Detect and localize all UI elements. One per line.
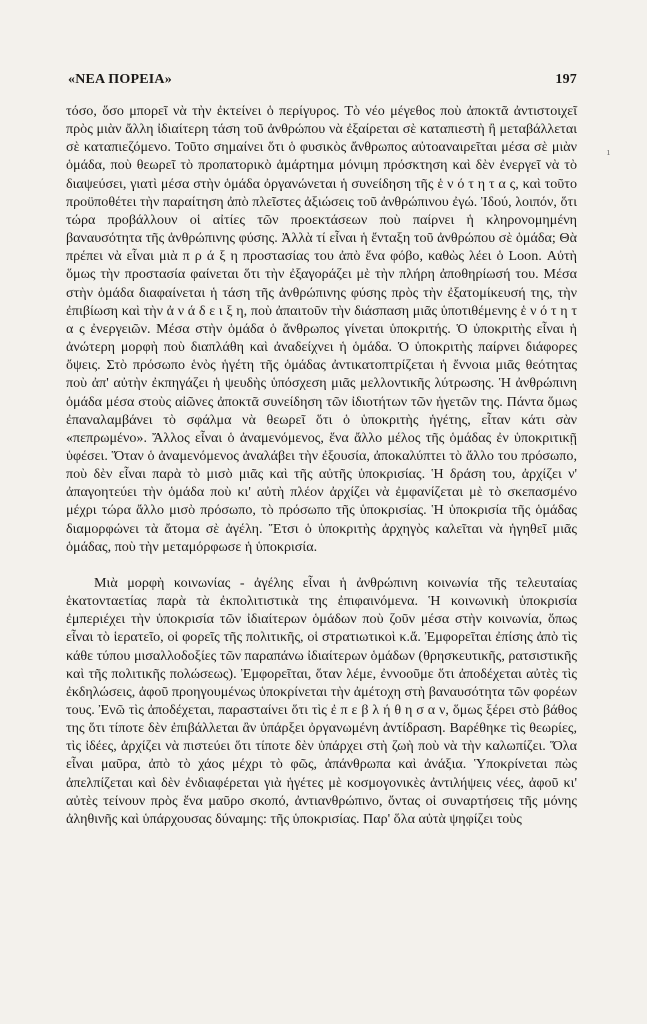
paragraph-2: Μιὰ μορφὴ κοινωνίας - ἀγέλης εἶναι ἡ ἀνθρώπινη κοινωνία τῆς τελευταίας ἑκατονταετίας παρὰ τὰ ἐκπολιτιστικὰ της ἐπιφαινόμενα. Ἡ κοινωνικὴ ὑποκρισία ἐμπεριέχει τὴν ὑποκρισία τῶν ἰδιαίτερων ὁμάδων ποὺ ζοῦν μέσα στὴν κοινωνία, ὅπως εἶναι τὸ ἱερατεῖο, οἱ φορεῖς τῆς πολιτικῆς, οἱ στρατιωτικοὶ κ.ἄ. Ἐμφορεῖται ἐπίσης ἀπὸ τὶς κάθε τύπου μισαλλοδοξίες τῶν παραπάνω ἰδιαίτερων ὁμάδων (θρησκευτικῆς, ρατσιστικῆς καὶ τῆς πολιτικῆς πολώσεως). Ἐμφορεῖται, ὅταν λέμε, ἐννοοῦμε ὅτι ἀποδέχεται αὐτὲς τὶς ἐκδηλώσεις, ἀφοῦ προηγουμένως ὑποκρίνεται τὴν ἀμέτοχη στὴ βαναυσότητα τῶν φορέων τους. Ἐνῶ τὶς ἀποδέχεται, παρασταίνει ὅτι τὶς ἐ π ε β λ ή θ η σ α ν, ὅμως ξέρει στὸ βάθος της ὅτι τίποτε δὲν ἐπιβάλλεται ἂν ὑπάρξει ὀργανωμένη ἀντίδραση. Βαρέθηκε τὶς θεωρίες, τὶς ἰδέες, ἀρχίζει νὰ πιστεύει ὅτι τίποτε δὲν ὑπάρχει στὴ ζωὴ ποὺ νὰ τὴν καλωπίζει. Ὅλα εἶναι μαῦρα, ἀπὸ τὸ χάος μέχρι τὸ φῶς, ἀπάνθρωπα καὶ ἀνάξια. Ὑποκρίνεται πὼς ἀπελπίζεται καὶ δὲν ἐνδιαφέρεται γιὰ ἡγέτες μὲ κοσμογονικὲς ἀντιλήψεις νέες, ἀφοῦ κι' αὐτὲς τείνουν πρὸς ἕνα μαῦρο σκοπό, ἀντιανθρώπινο, ὄντας οἱ συναρτήσεις τῆς μόνης ἀληθινῆς καὶ ὑπάρχουσας δύναμης: τῆς ὑποκρισίας. Παρ' ὅλα αὐτὰ ψηφίζει τοὺς <box>66 574 577 827</box>
journal-title: «ΝΕΑ ΠΟΡΕΙΑ» <box>68 72 172 87</box>
body-text <box>66 102 577 828</box>
running-head <box>66 72 577 88</box>
page-number: 197 <box>555 72 577 87</box>
stray-mark: ı <box>607 148 610 158</box>
paragraph-1: τόσο, ὅσο μπορεῖ νὰ τὴν ἐκτείνει ὁ περίγυρος. Τὸ νέο μέγεθος ποὺ ἀποκτᾶ ἀντιστοιχεῖ πρὸς μιὰν ἄλλη ἰδιαίτερη τάση τοῦ ἀνθρώπου νὰ ἐξαίρεται σὲ καταπιεστὴ ἢ μεταβάλλεται σὲ καταπιεζόμενο. Τοῦτο σημαίνει ὅτι ὁ φυσικὸς ἄνθρωπος αὐτοαναιρεῖται μέσα σὲ μιὰν ὁμάδα, ποὺ θεωρεῖ τὸ προπατορικὸ ἁμάρτημα μόνιμη πρόσκτηση καὶ δὲν ἐνεργεῖ νὰ τὸ διαψεύσει, γιατὶ μέσα στὴν ὁμάδα ὀργανώνεται ἡ συνείδηση τῆς ἑ ν ό τ η τ α ς, καὶ τοῦτο προϋποθέτει τὴν παραίτηση ἀπὸ πλεῖστες ἀξιώσεις τοῦ ἀνθρώπινου ἐγώ. Ἰδού, λοιπόν, ὅτι τώρα προβάλλουν οἱ αἰτίες τῶν προεκτάσεων ποὺ παίρνει ἡ κληρονομημένη βαναυσότητα τῆς ἀνθρώπινης φύσης. Ἀλλὰ τί εἶναι ἡ ἔνταξη τοῦ ἀνθρώπου σὲ ὁμάδα; Θὰ πρέπει νὰ εἶναι μιὰ π ρ ά ξ η προστασίας του ἀπὸ ἕνα φόβο, καθὼς λέει ὁ Loon. Αὐτὴ ὅμως τὴν προστασία φαίνεται ὅτι τὴν ἐξαγοράζει μὲ τὴν πλήρη ἀποθηρίωσή του. Μέσα στὴν ὁμάδα διαφαίνεται ἡ τάση τῆς ἀνθρώπινης φύσης πρὸς τὴν ἐξατομίκευσή της, τὴν ἐπιβίωση καὶ τὴν ἀ ν ά δ ε ι ξ η, ποὺ ἀπαιτοῦν τὴν διάσπαση μιᾶς ὑποτιθέμενης ἑ ν ό τ η τ α ς ἐνεργειῶν. Μέσα στὴν ὁμάδα ὁ ἄνθρωπος γίνεται ὑποκριτής. Ὁ ὑποκριτὴς εἶναι ἡ ἀνώτερη μορφὴ ποὺ διαπλάθη καὶ ἀναδείχνει ἡ ὁμάδα. Ὁ ὑποκριτὴς παίρνει διάφορες ὄψεις. Στὸ πρόσωπο ἑνὸς ἡγέτη τῆς ὁμάδας ἀντικατοπτρίζεται ἡ ἔννοια μιᾶς θεότητας ποὺ ἀπ' αὐτὴν ἐκπηγάζει ἡ ψευδὴς ὑπόσχεση μιᾶς μελλοντικῆς λύτρωσης. Ἡ ἀνθρώπινη ὁμάδα μέσα στοὺς αἰῶνες ἀποκτᾶ συνείδηση τῶν ἰδιοτήτων τῶν ἡγετῶν της. Πάντα ὅμως ἐπαναλαμβάνει τὸ σφάλμα νὰ θεωρεῖ ὅτι ὁ ὑποκριτὴς ἡγέτης, εἶταν κάτι σὰν «πεπρωμένο». Ἄλλος εἶναι ὁ ἀναμενόμενος, ἕνα ἄλλο μέλος τῆς ὁμάδας ἐν ὑποκριτικῇ ὑφέσει. Ὅταν ὁ ἀναμενόμενος ἀναλάβει τὴν ἐξουσία, ἀποκαλύπτει τὸ ἄλλο του πρόσωπο, ποὺ δὲν εἶναι παρὰ τὸ μισὸ μιᾶς καὶ τῆς αὐτῆς ὑποκρισίας. Ἡ δράση του, ἀρχίζει ν' ἀπαγοητεύει τὴν ὁμάδα ποὺ κι' αὐτὴ πλέον ἀρχίζει νὰ ἐμφανίζεται μὲ τὸ σκεπασμένο μέχρι τώρα ἄλλο μισὸ πρόσωπο, τὸ πρόσωπο τῆς ὑποκρισίας. Ἡ ὑποκρισία τῆς ὁμάδας διαμορφώνει τὰ ἄτομα σὲ ἀγέλη. Ἔτσι ὁ ὑποκριτὴς ἀρχηγὸς καλεῖται νὰ ἡγηθεῖ μιᾶς ὁμάδας, ποὺ τὴν μεταμόρφωσε ἡ ὑποκρισία. <box>66 103 577 555</box>
